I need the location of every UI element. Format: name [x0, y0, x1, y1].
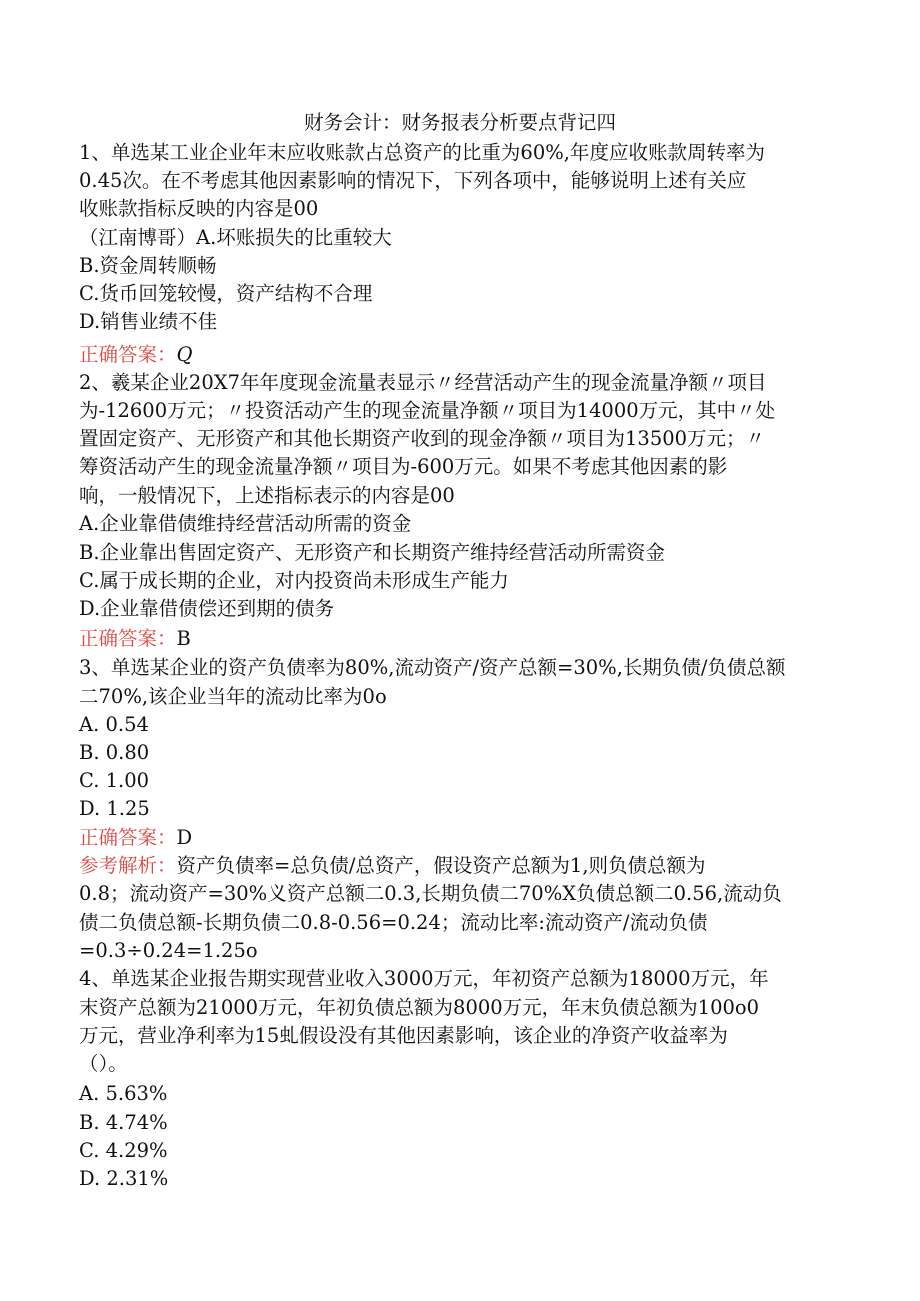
answer-label: 正确答案： — [79, 343, 177, 366]
question-2-stem-line: 筹资活动产生的现金流量净额〃项目为-600万元。如果不考虑其他因素的影 — [79, 455, 728, 478]
answer-value: D — [176, 826, 193, 849]
question-2-stem-line: 置固定资产、无形资产和其他长期资产收到的现金净额〃项目为13500万元；〃 — [79, 427, 766, 450]
question-1-stem-line: 收账款指标反映的内容是00 — [79, 197, 319, 220]
question-2-stem-line: 2、羲某企业20X7年年度现金流量表显示〃经营活动产生的现金流量净额〃项目 — [79, 371, 767, 394]
answer-value: Q — [176, 343, 193, 366]
question-4-stem-line: 末资产总额为21000万元，年初负债总额为8000万元，年末负债总额为100o0 — [79, 996, 760, 1019]
answer-value: B — [176, 627, 191, 650]
answer-label: 正确答案： — [79, 826, 177, 849]
question-1-option-d: D.销售业绩不佳 — [79, 310, 218, 333]
question-3-answer — [79, 825, 192, 851]
question-1-answer — [79, 342, 193, 368]
question-3-analysis — [79, 853, 706, 879]
question-4-option-c: C. 4.29% — [79, 1139, 168, 1162]
question-4-stem-line: 万元，营业净利率为15虬假设没有其他因素影响，该企业的净资产收益率为 — [79, 1024, 728, 1047]
question-1-stem-line: 0.45次。在不考虑其他因素影响的情况下，下列各项中，能够说明上述有关应 — [79, 169, 747, 192]
question-4-stem-line: 4、单选某企业报告期实现营业收入3000万元，年初资产总额为18000万元，年 — [79, 967, 769, 990]
question-2-option-d: D.企业靠借债偿还到期的债务 — [79, 597, 335, 620]
question-1-option-a: （江南博哥）A.坏账损失的比重较大 — [79, 226, 392, 249]
question-2-option-a: A.企业靠借债维持经营活动所需的资金 — [79, 512, 412, 535]
question-1-option-b: B.资金周转顺畅 — [79, 254, 217, 277]
question-1-stem-line: 1、单选某工业企业年末应收账款占总资产的比重为60%,年度应收账款周转率为 — [79, 141, 765, 164]
question-3-option-c: C. 1.00 — [79, 769, 150, 792]
question-4-option-d: D. 2.31% — [79, 1167, 169, 1190]
question-4-option-a: A. 5.63% — [79, 1082, 168, 1105]
question-2-stem-line: 响，一般情况下，上述指标表示的内容是00 — [79, 484, 455, 507]
question-4-option-b: B. 4.74% — [79, 1111, 168, 1134]
question-2-option-c: C.属于成长期的企业，对内投资尚未形成生产能力 — [79, 569, 509, 592]
question-3-option-a: A. 0.54 — [79, 713, 149, 736]
question-3-option-b: B. 0.80 — [79, 741, 150, 764]
question-2-option-b: B.企业靠出售固定资产、无形资产和长期资产维持经营活动所需资金 — [79, 541, 666, 564]
question-3-stem-line: 二70%,该企业当年的流动比率为0o — [79, 685, 387, 708]
page-title: 财务会计：财务报表分析要点背记四 — [303, 111, 616, 134]
analysis-text: 资产负债率=总负债/总资产，假设资产总额为1,则负债总额为 — [176, 854, 706, 877]
question-3-option-d: D. 1.25 — [79, 797, 150, 820]
question-3-analysis-line: 0.8；流动资产=30%义资产总额二0.3,长期负债二70%X负债总额二0.56,流动负 — [79, 882, 782, 905]
question-3-analysis-line: =0.3÷0.24=1.25o — [79, 939, 258, 962]
answer-label: 正确答案： — [79, 627, 177, 650]
question-3-analysis-line: 债二负债总额-长期负债二0.8-0.56=0.24；流动比率:流动资产/流动负债 — [79, 911, 708, 934]
question-1-option-c: C.货币回笼较慢，资产结构不合理 — [79, 282, 373, 305]
question-3-stem-line: 3、单选某企业的资产负债率为80%,流动资产/资产总额=30%,长期负债/负债总额 — [79, 656, 786, 679]
question-4-stem-line: （）。 — [79, 1052, 128, 1075]
question-2-answer — [79, 626, 191, 652]
question-2-stem-line: 为-12600万元；〃投资活动产生的现金流量净额〃项目为14000万元，其中〃处 — [79, 399, 776, 422]
analysis-label: 参考解析： — [79, 854, 177, 877]
